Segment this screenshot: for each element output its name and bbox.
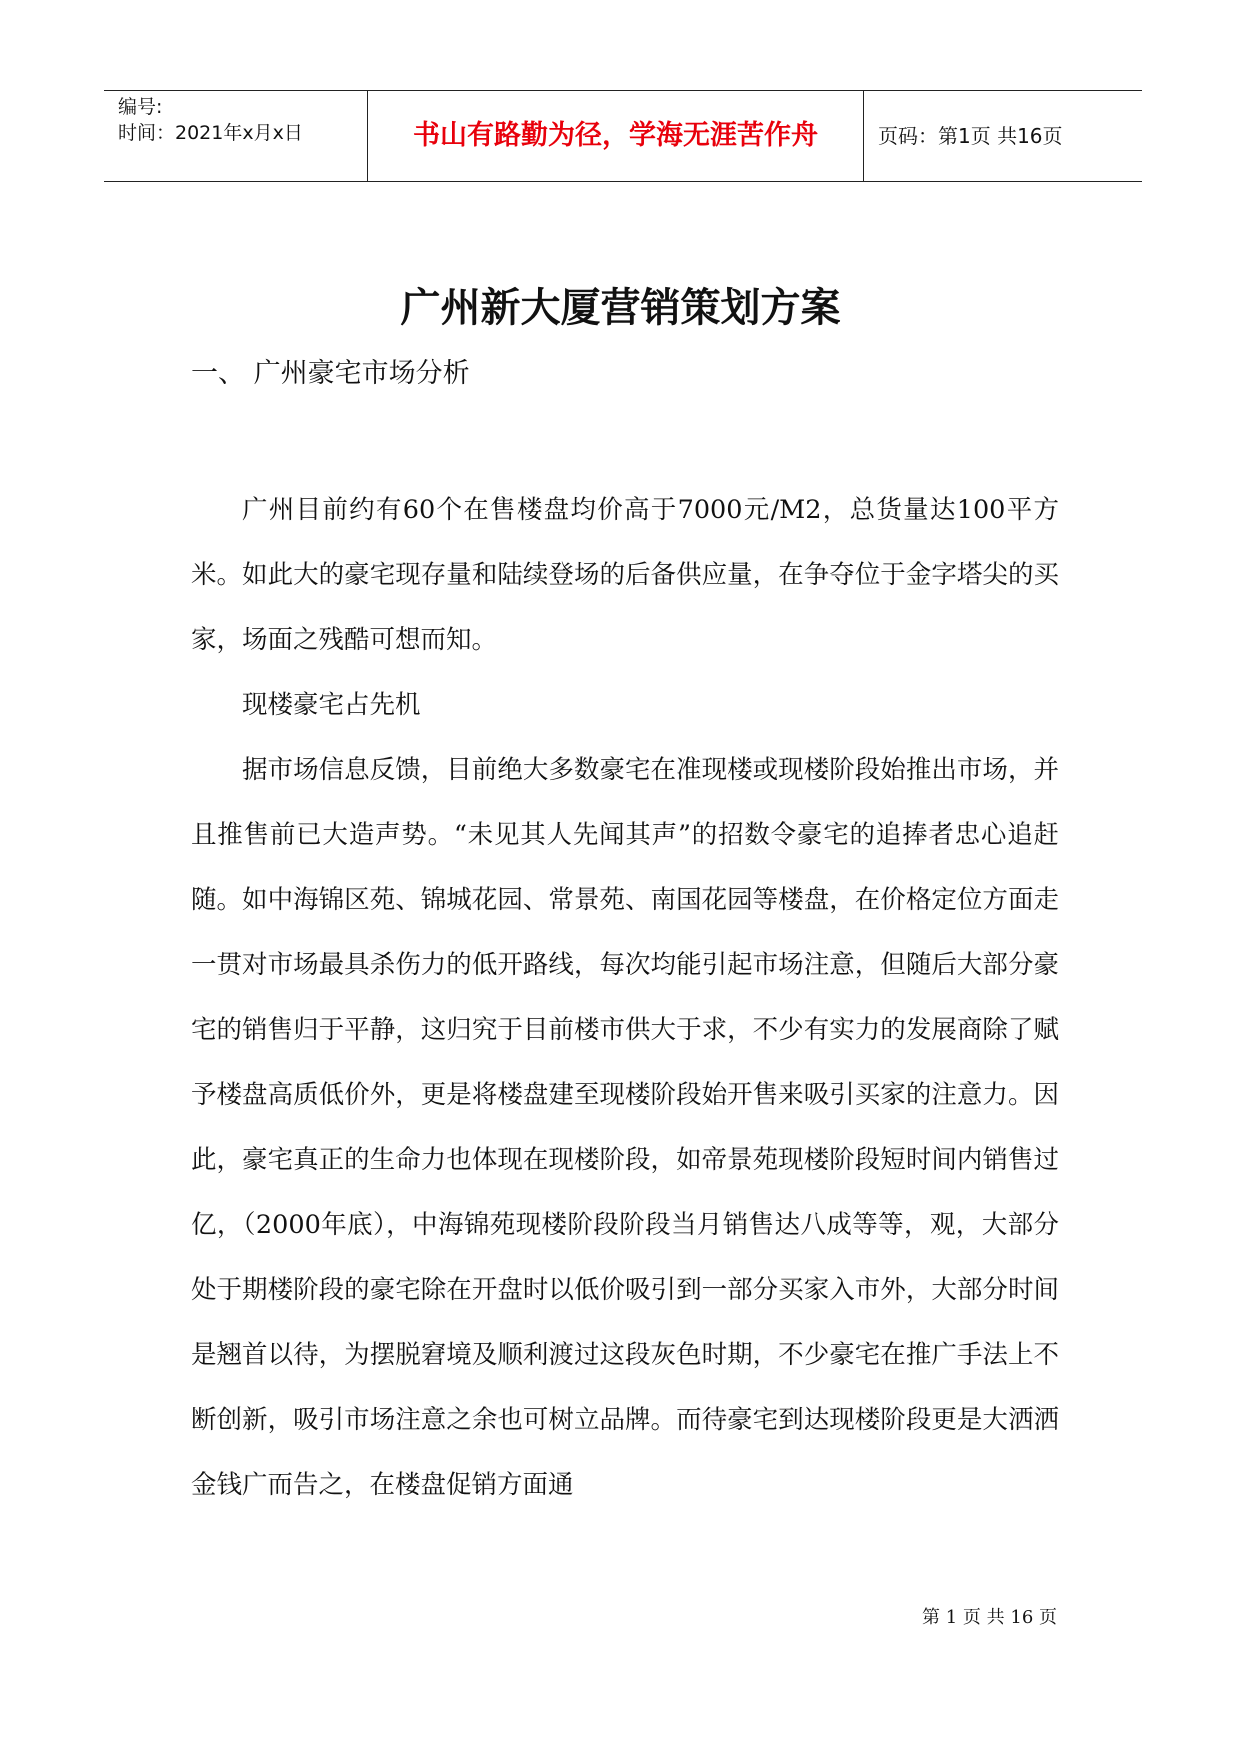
header-middle-cell: [368, 91, 864, 181]
document-body: [191, 478, 1059, 1518]
header-motto: 书山有路勤为径，学海无涯苦作舟: [413, 120, 818, 151]
document-title: 广州新大厦营销策划方案: [400, 284, 841, 331]
header-right-cell: [864, 91, 1142, 181]
header-page-info: 页码：第1页 共16页: [878, 124, 1063, 148]
serial-number-label: 编号:: [118, 96, 163, 118]
header-left-cell: [104, 91, 368, 181]
time-label: 时间：2021年x月x日: [118, 122, 303, 144]
body-paragraph: 广州目前约有60个在售楼盘均价高于7000元/M2，总货量达100平方米。如此大的豪宅现存量和陆续登场的后备供应量，在争夺位于金字塔尖的买家，场面之残酷可想而知。: [191, 495, 1059, 655]
body-paragraph: 据市场信息反馈，目前绝大多数豪宅在准现楼或现楼阶段始推出市场，并且推售前已大造声势。“未见其人先闻其声”的招数令豪宅的追捧者忠心追赶随。如中海锦区苑、锦城花园、常景苑、南国花园等楼盘，在价格定位方面走一贯对市场最具杀伤力的低开路线，每次均能引起市场注意，但随后大部分豪宅的销售归于平静，这归究于目前楼市供大于求，不少有实力的发展商除了赋予楼盘高质低价外，更是将楼盘建至现楼阶段始开售来吸引买家的注意力。因此，豪宅真正的生命力也体现在现楼阶段，如帝景苑现楼阶段短时间内销售过亿，（2000年底），中海锦苑现楼阶段阶段当月销售达八成等等，观，大部分处于期楼阶段的豪宅除在开盘时以低价吸引到一部分买家入市外，大部分时间是翘首以待，为摆脱窘境及顺利渡过这段灰色时期，不少豪宅在推广手法上不断创新，吸引市场注意之余也可树立品牌。而待豪宅到达现楼阶段更是大洒洒金钱广而告之，在楼盘促销方面通: [191, 755, 1059, 1500]
header-table: [104, 90, 1142, 182]
body-subheading: 现楼豪宅占先机: [242, 690, 421, 720]
footer-page-number: 第 1 页 共 16 页: [922, 1607, 1057, 1628]
section-heading: 一、 广州豪宅市场分析: [191, 358, 470, 389]
